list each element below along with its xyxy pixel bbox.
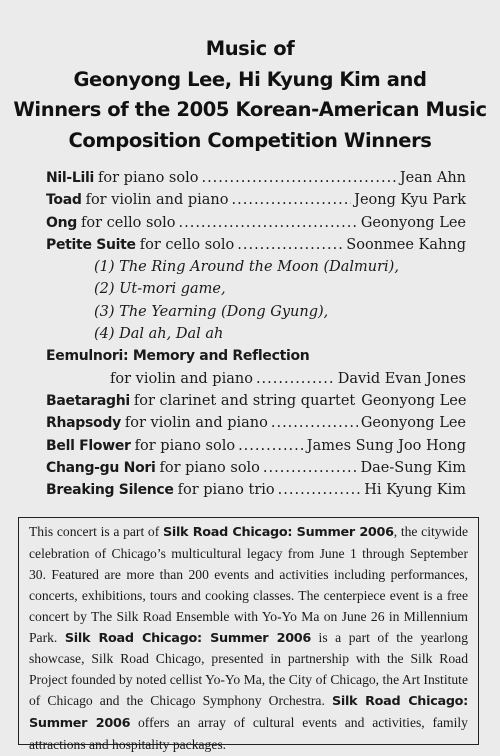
composer-name: Jeong Kyu Park	[354, 192, 466, 209]
work-title: Breaking Silence	[46, 482, 174, 499]
instrumentation: for violin and piano	[110, 370, 253, 387]
dot-leader	[278, 479, 362, 501]
instrumentation: for piano solo	[134, 437, 236, 454]
dot-leader	[256, 368, 335, 390]
program-item	[46, 390, 466, 412]
work-title: Petite Suite	[46, 236, 136, 253]
program-item	[46, 435, 466, 457]
notice-text-segment: is a part of the yearlong showcase, Silk Road Chicago, presented in partnership with the Silk Road Project founded by noted cellist Yo-Yo Ma, the City of Chicago, the Art Institute of Chicago and the Chicago Symphony Orchestra.	[29, 629, 469, 709]
program-title	[0, 34, 500, 156]
program-item	[46, 457, 466, 479]
dot-leader	[201, 167, 396, 189]
work-title: Nil-Lili	[46, 170, 95, 186]
instrumentation: for piano trio	[177, 482, 275, 499]
dot-leader	[238, 435, 304, 457]
dot-leader	[271, 412, 358, 434]
work-title: Baetaraghi	[46, 392, 130, 409]
work-title: Toad	[46, 192, 82, 209]
program-item	[46, 189, 466, 211]
work-title: Bell Flower	[46, 437, 131, 454]
program-list	[46, 167, 466, 501]
instrumentation: for cello solo	[139, 236, 235, 253]
composer-name: Hi Kyung Kim	[364, 482, 466, 499]
event-name: Silk Road Chicago: Summer 2006	[162, 525, 394, 540]
movement-item: (2) Ut-mori game,	[94, 281, 226, 298]
movement-item: (1) The Ring Around the Moon (Dalmuri),	[94, 259, 399, 276]
dot-leader	[237, 234, 343, 256]
program-item	[46, 167, 466, 189]
composer-name: Geonyong Lee	[360, 214, 466, 231]
dot-leader	[179, 212, 358, 234]
instrumentation: for cello solo	[81, 214, 176, 231]
composer-name: James Sung Joo Hong	[306, 437, 466, 454]
concert-notice-box	[18, 517, 479, 753]
composer-name: David Evan Jones	[337, 370, 466, 387]
composer-name: Soonmee Kahng	[346, 236, 466, 253]
concert-notice-text	[29, 522, 468, 756]
event-name: Silk Road Chicago: Summer 2006	[64, 630, 312, 646]
program-item	[46, 234, 466, 256]
movement-item: (4) Dal ah, Dal ah	[94, 326, 224, 343]
instrumentation: for piano solo	[159, 459, 260, 476]
movement-item: (3) The Yearning (Dong Gyung),	[94, 303, 329, 320]
work-title: Rhapsody	[46, 415, 121, 432]
title-line: Geonyong Lee, Hi Kyung Kim and	[73, 67, 427, 91]
program-item	[46, 212, 466, 234]
work-title: Ong	[46, 214, 77, 231]
instrumentation: for violin and piano	[85, 192, 229, 209]
event-name: Silk Road Chicago: Summer 2006	[29, 694, 468, 732]
title-line: Winners of the 2005 Korean-American Music	[13, 98, 487, 121]
instrumentation: for piano solo	[98, 170, 199, 186]
instrumentation: for clarinet and string quartet	[133, 392, 356, 409]
dot-leader	[232, 189, 352, 211]
program-item	[46, 479, 466, 501]
program-item	[46, 368, 466, 390]
program-item	[46, 345, 466, 367]
composer-name: Dae-Sung Kim	[360, 459, 466, 476]
notice-text-segment: This concert is a part of	[29, 524, 163, 539]
work-title: Chang-gu Nori	[46, 459, 156, 476]
program-item	[46, 412, 466, 434]
notice-text-segment: offers an array of cultural events and activities, family attractions and hospitality packages.	[29, 715, 468, 753]
work-title: Eemulnori: Memory and Reflection	[46, 348, 310, 365]
composer-name: Jean Ahn	[399, 170, 466, 186]
dot-leader	[263, 457, 358, 479]
notice-text-segment: , the citywide celebration of Chicago’s multicultural legacy from June 1 through September 30. Featured are more than 200 events and activities including performances, concerts, exhibitions, tours and cooking classes. The centerpiece event is a free concert by The Silk Road Ensemble with Yo-Yo Ma on June 26 in Millennium Park.	[29, 524, 468, 645]
composer-name: Geonyong Lee	[361, 392, 467, 409]
title-line: Composition Competition Winners	[68, 128, 432, 152]
instrumentation: for violin and piano	[124, 415, 268, 432]
composer-name: Geonyong Lee	[360, 415, 466, 432]
title-line: Music of	[205, 37, 295, 60]
